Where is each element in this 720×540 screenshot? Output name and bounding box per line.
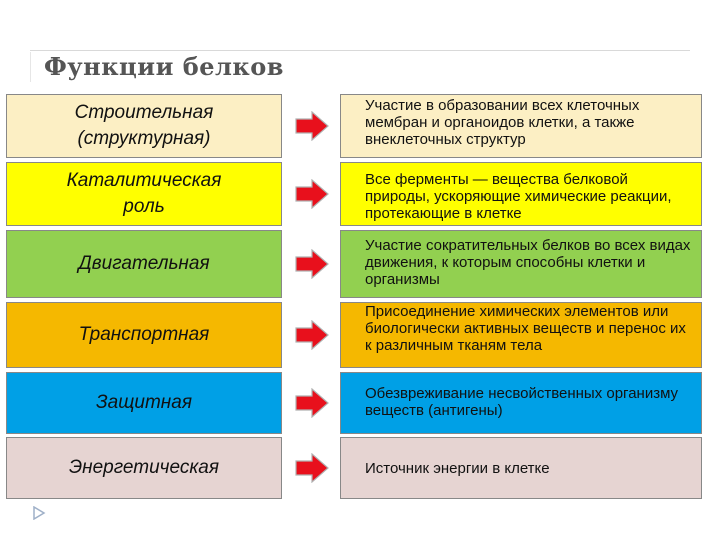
red-right-arrow-icon [294,179,330,209]
function-description: Участие сократительных белков во всех видах движения, к которым способны клетки и организмы [365,237,691,288]
function-name-box [6,372,282,434]
function-name-box [6,437,282,499]
function-description: Участие в образовании всех клеточных мембран и органоидов клетки, а также внеклеточных структур [365,97,640,148]
page-title: Функции белков [44,52,284,81]
function-name-box [6,94,282,158]
function-description-box [340,437,702,499]
function-name: Строительная (структурная) [74,102,214,149]
red-right-arrow-icon [294,111,330,141]
function-description-box [340,372,702,434]
function-name: Транспортная [78,324,210,345]
function-description: Все ферменты — вещества белковой природы, ускоряющие химические реакции, протекающие в клетке [365,171,672,222]
red-right-arrow-icon [294,453,330,483]
function-name-box [6,302,282,368]
title-rule [30,50,690,51]
function-name: Энергетическая [68,457,220,478]
function-description-box [340,162,702,226]
function-description-box [340,94,702,158]
function-name: Защитная [96,392,192,413]
function-name: Каталитическая роль [66,170,222,217]
red-right-arrow-icon [294,388,330,418]
function-name-box [6,162,282,226]
function-description-box [340,230,702,298]
function-name-box [6,230,282,298]
function-name: Двигательная [78,253,210,274]
triangle-bullet-icon [32,506,46,520]
function-description: Источник энергии в клетке [365,460,550,477]
function-description: Присоединение химических элементов или биологически активных веществ и перенос их к различным тканям тела [365,303,686,354]
function-description-box [340,302,702,368]
red-right-arrow-icon [294,320,330,350]
red-right-arrow-icon [294,249,330,279]
function-description: Обезвреживание несвойственных организму веществ (антигены) [365,385,679,419]
title-rule-vertical [30,52,32,82]
